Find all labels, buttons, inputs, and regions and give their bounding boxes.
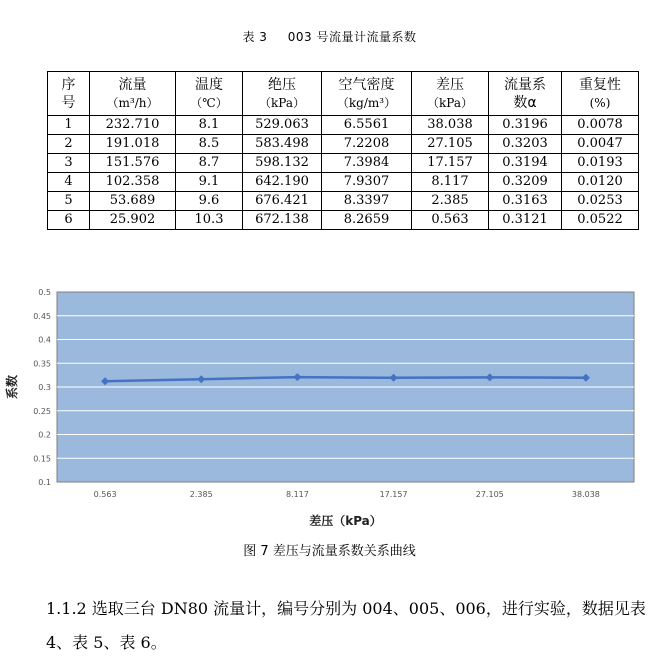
header-cell: 重复性 (%) bbox=[562, 72, 639, 116]
body-paragraph: 1.1.2 选取三台 DN80 流量计，编号分别为 004、005、006，进行实验，数据见表 4、表 5、表 6。 bbox=[46, 599, 646, 652]
x-tick-label: 2.385 bbox=[189, 490, 213, 499]
header-cell: 空气密度 （kg/m³） bbox=[322, 72, 412, 116]
table-cell: 6 bbox=[48, 211, 90, 230]
table-cell: 0.0047 bbox=[562, 135, 639, 154]
x-tick-label: 27.105 bbox=[475, 490, 504, 499]
coefficient-line-chart bbox=[0, 280, 659, 530]
table-cell: 0.0253 bbox=[562, 192, 639, 211]
x-tick-label: 38.038 bbox=[571, 490, 600, 499]
table-cell: 8.117 bbox=[412, 173, 489, 192]
header-cell: 绝压 （kPa） bbox=[243, 72, 322, 116]
table-cell: 0.3121 bbox=[489, 211, 562, 230]
table-header-row bbox=[48, 72, 639, 116]
table-cell: 27.105 bbox=[412, 135, 489, 154]
y-tick-label: 0.5 bbox=[38, 288, 51, 297]
table-caption-label: 表 3 bbox=[242, 30, 268, 44]
flow-coefficient-table bbox=[47, 71, 639, 230]
table-cell: 102.358 bbox=[90, 173, 176, 192]
header-cell: 序 号 bbox=[48, 72, 90, 116]
table-cell: 9.6 bbox=[176, 192, 243, 211]
table-cell: 151.576 bbox=[90, 154, 176, 173]
table-cell: 3 bbox=[48, 154, 90, 173]
table-cell: 0.563 bbox=[412, 211, 489, 230]
table-cell: 9.1 bbox=[176, 173, 243, 192]
table-cell: 232.710 bbox=[90, 116, 176, 135]
table-row bbox=[48, 116, 639, 135]
table-cell: 17.157 bbox=[412, 154, 489, 173]
table-cell: 0.3194 bbox=[489, 154, 562, 173]
header-cell: 流量系 数α bbox=[489, 72, 562, 116]
table-cell: 0.0193 bbox=[562, 154, 639, 173]
table-cell: 8.1 bbox=[176, 116, 243, 135]
figure-caption: 图 7 差压与流量系数关系曲线 bbox=[243, 544, 416, 559]
table-caption bbox=[0, 28, 659, 45]
table-cell: 10.3 bbox=[176, 211, 243, 230]
header-cell: 流量 （m³/h） bbox=[90, 72, 176, 116]
table-cell: 5 bbox=[48, 192, 90, 211]
table-cell: 8.5 bbox=[176, 135, 243, 154]
table-cell: 0.3209 bbox=[489, 173, 562, 192]
y-tick-label: 0.4 bbox=[38, 335, 51, 345]
x-tick-label: 8.117 bbox=[285, 490, 309, 499]
table-cell: 6.5561 bbox=[322, 116, 412, 135]
table-cell: 7.9307 bbox=[322, 173, 412, 192]
table-row bbox=[48, 173, 639, 192]
x-axis-label: 差压（kPa） bbox=[309, 514, 382, 528]
table-cell: 0.3203 bbox=[489, 135, 562, 154]
y-tick-label: 0.25 bbox=[33, 406, 51, 416]
y-tick-label: 0.15 bbox=[33, 454, 51, 464]
table-row bbox=[48, 135, 639, 154]
header-cell: 温度 （℃） bbox=[176, 72, 243, 116]
table-cell: 1 bbox=[48, 116, 90, 135]
table-cell: 0.0078 bbox=[562, 116, 639, 135]
y-axis-label: 系数 bbox=[5, 374, 19, 400]
y-tick-label: 0.1 bbox=[38, 478, 51, 487]
table-cell: 0.0522 bbox=[562, 211, 639, 230]
table-cell: 2 bbox=[48, 135, 90, 154]
table-cell: 191.018 bbox=[90, 135, 176, 154]
table-row bbox=[48, 211, 639, 230]
table-cell: 8.3397 bbox=[322, 192, 412, 211]
table-row bbox=[48, 192, 639, 211]
y-tick-label: 0.3 bbox=[38, 383, 51, 392]
table-cell: 7.2208 bbox=[322, 135, 412, 154]
table-cell: 598.132 bbox=[243, 154, 322, 173]
table-cell: 672.138 bbox=[243, 211, 322, 230]
table-cell: 4 bbox=[48, 173, 90, 192]
table-cell: 0.3163 bbox=[489, 192, 562, 211]
header-cell: 差压 （kPa） bbox=[412, 72, 489, 116]
table-cell: 8.7 bbox=[176, 154, 243, 173]
y-tick-label: 0.35 bbox=[33, 359, 51, 369]
x-tick-label: 0.563 bbox=[93, 490, 117, 499]
table-cell: 25.902 bbox=[90, 211, 176, 230]
table-cell: 7.3984 bbox=[322, 154, 412, 173]
table-cell: 38.038 bbox=[412, 116, 489, 135]
y-tick-label: 0.45 bbox=[33, 311, 51, 321]
table-caption-text: 003 号流量计流量系数 bbox=[287, 30, 417, 44]
table-row bbox=[48, 154, 639, 173]
table-cell: 53.689 bbox=[90, 192, 176, 211]
table-cell: 676.421 bbox=[243, 192, 322, 211]
x-tick-label: 17.157 bbox=[379, 490, 408, 499]
table-cell: 2.385 bbox=[412, 192, 489, 211]
table-cell: 0.0120 bbox=[562, 173, 639, 192]
table-cell: 642.190 bbox=[243, 173, 322, 192]
y-tick-label: 0.2 bbox=[38, 430, 51, 440]
table-cell: 529.063 bbox=[243, 116, 322, 135]
table-cell: 8.2659 bbox=[322, 211, 412, 230]
table-cell: 0.3196 bbox=[489, 116, 562, 135]
table-cell: 583.498 bbox=[243, 135, 322, 154]
